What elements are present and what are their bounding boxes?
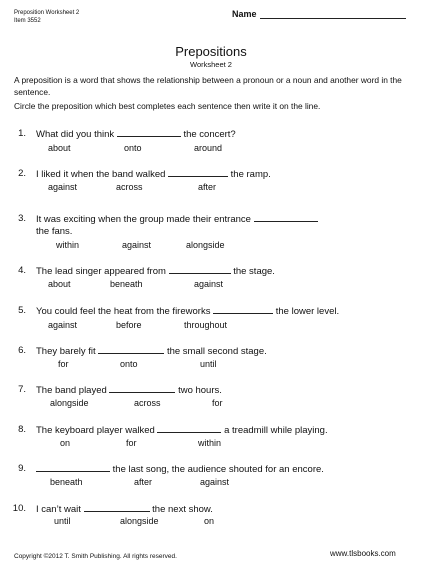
copyright-text: Copyright ©2012 T. Smith Publishing. All rights reserved. — [14, 553, 177, 560]
question-number: 5. — [18, 305, 26, 316]
option[interactable]: for — [212, 398, 223, 408]
option[interactable]: onto — [124, 143, 142, 153]
question-3-continued: the fans. — [36, 226, 73, 237]
option[interactable]: across — [134, 398, 161, 408]
question-1: What did you think the concert? — [36, 129, 236, 140]
instructions-text: Circle the preposition which best completes each sentence then write it on the line. — [14, 101, 321, 111]
option[interactable]: before — [116, 320, 142, 330]
option[interactable]: against — [200, 477, 230, 487]
question-3: It was exciting when the group made their entrance — [36, 213, 318, 225]
option[interactable]: alongside — [120, 516, 159, 526]
option[interactable]: across — [116, 182, 143, 192]
option[interactable]: for — [126, 438, 137, 448]
question-7: The band played two hours. — [36, 385, 222, 396]
website-link[interactable]: www.tlsbooks.com — [330, 549, 396, 558]
option[interactable]: against — [194, 279, 224, 289]
option[interactable]: after — [134, 477, 153, 487]
answer-blank[interactable] — [98, 345, 164, 354]
item-label: Item 3552 — [14, 18, 41, 24]
option[interactable]: until — [200, 359, 217, 369]
option[interactable]: beneath — [110, 279, 143, 289]
question-9: the last song, the audience shouted for an encore. — [36, 463, 324, 475]
option[interactable]: after — [198, 182, 217, 192]
option[interactable]: alongside — [50, 398, 89, 408]
option[interactable]: alongside — [186, 240, 225, 250]
option[interactable]: around — [194, 143, 223, 153]
option[interactable]: against — [122, 240, 152, 250]
question-number: 7. — [18, 384, 26, 395]
answer-blank[interactable] — [109, 384, 175, 393]
question-8: The keyboard player walked a treadmill while playing. — [36, 425, 328, 436]
question-10: I can’t wait the next show. — [36, 504, 213, 515]
question-number: 6. — [18, 345, 26, 356]
question-number: 1. — [18, 128, 26, 139]
answer-blank[interactable] — [168, 168, 228, 177]
question-number: 10. — [12, 503, 26, 514]
option[interactable]: for — [58, 359, 69, 369]
answer-blank[interactable] — [157, 424, 221, 433]
question-number: 3. — [18, 213, 26, 224]
name-line[interactable] — [260, 9, 406, 19]
answer-blank[interactable] — [169, 265, 231, 274]
option[interactable]: onto — [120, 359, 138, 369]
option[interactable]: on — [204, 516, 215, 526]
option[interactable]: against — [48, 320, 78, 330]
answer-blank[interactable] — [213, 305, 273, 314]
answer-blank[interactable] — [36, 463, 110, 472]
intro-text: A preposition is a word that shows the relationship between a pronoun or a noun and another word in the sentence. — [14, 75, 402, 97]
worksheet-label: Preposition Worksheet 2 — [14, 10, 80, 16]
question-number: 2. — [18, 168, 26, 179]
question-5: You could feel the heat from the fireworks the lower level. — [36, 306, 340, 317]
option[interactable]: within — [198, 438, 222, 448]
option[interactable]: beneath — [50, 477, 83, 487]
option[interactable]: about — [48, 279, 71, 289]
option[interactable]: until — [54, 516, 71, 526]
answer-blank[interactable] — [254, 213, 318, 222]
option[interactable]: within — [56, 240, 80, 250]
option[interactable]: about — [48, 143, 71, 153]
option[interactable]: on — [60, 438, 71, 448]
option[interactable]: against — [48, 182, 78, 192]
answer-blank[interactable] — [117, 128, 181, 137]
question-4: The lead singer appeared from the stage. — [36, 266, 275, 277]
question-2: I liked it when the band walked the ramp. — [36, 169, 271, 180]
answer-blank[interactable] — [84, 503, 150, 512]
question-number: 8. — [18, 424, 26, 435]
name-label: Name — [232, 9, 257, 19]
page-subtitle: Worksheet 2 — [190, 60, 232, 69]
question-6: They barely fit the small second stage. — [36, 346, 267, 357]
question-number: 9. — [18, 463, 26, 474]
option[interactable]: throughout — [184, 320, 228, 330]
question-number: 4. — [18, 265, 26, 276]
page-title: Prepositions — [175, 44, 247, 59]
